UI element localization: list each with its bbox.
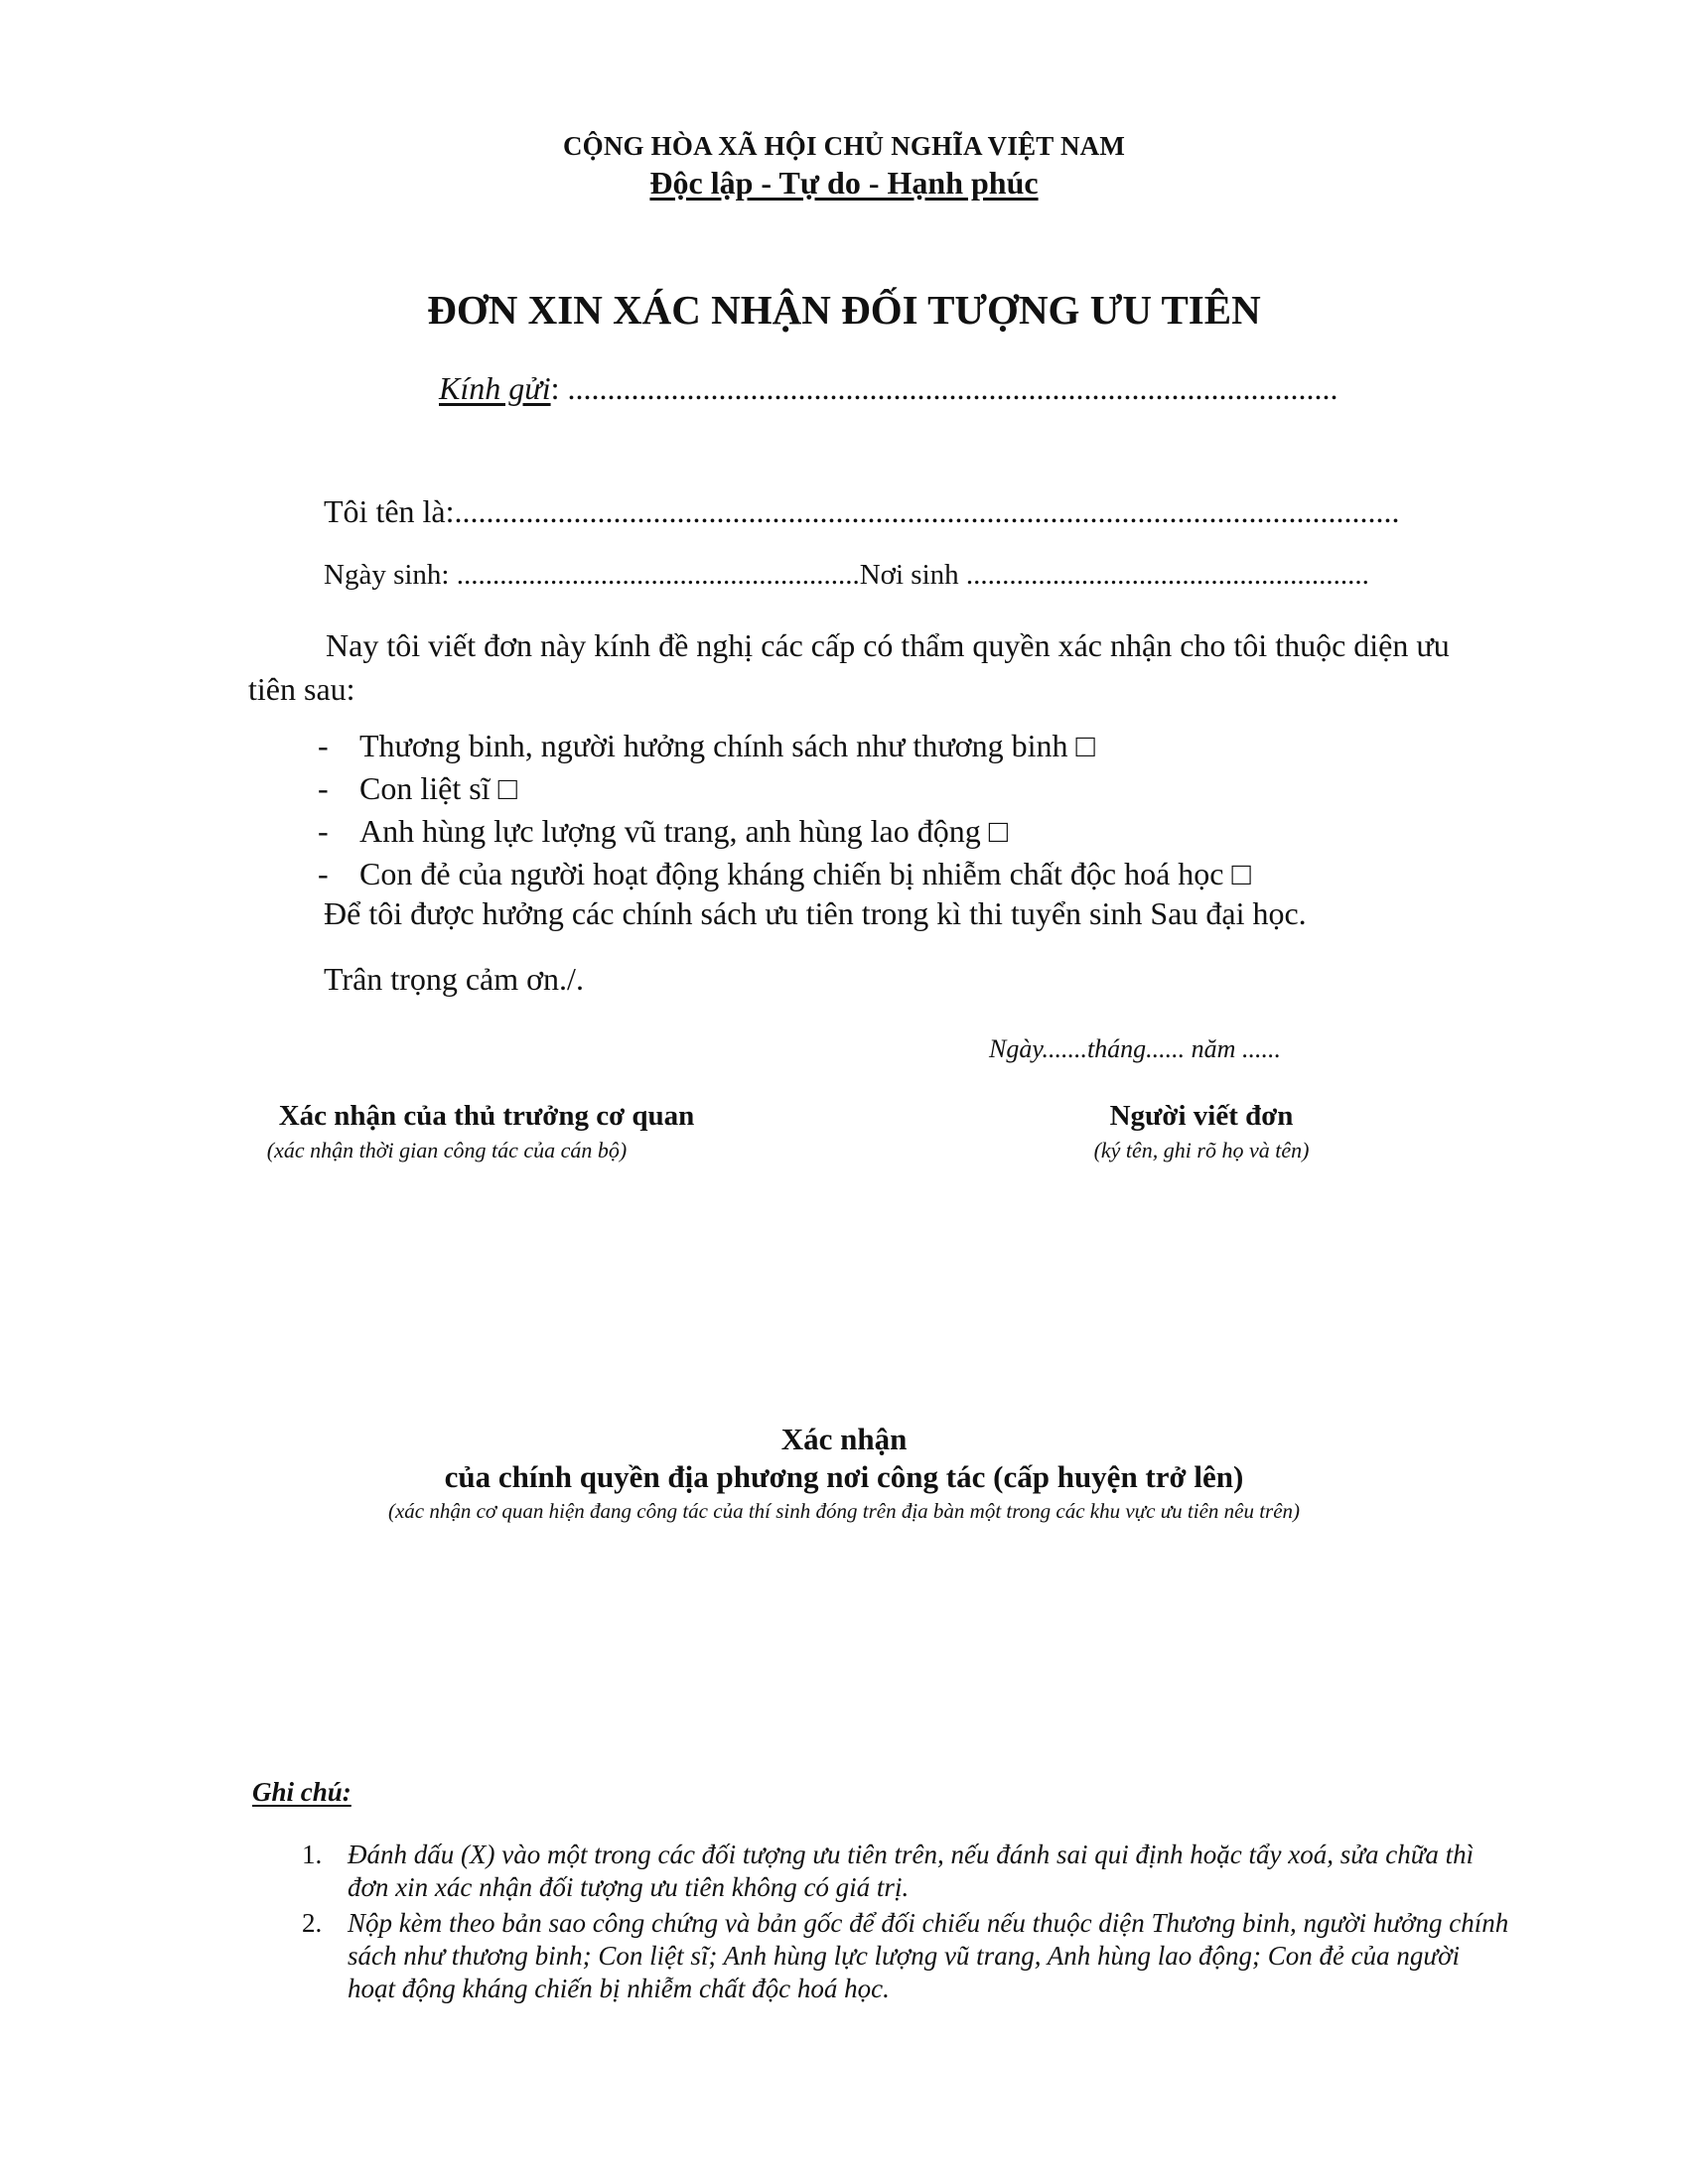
note-item: 2. Nộp kèm theo bản sao công chứng và bản gốc để đối chiếu nếu thuộc diện Thương binh, người hưởng chính sách như thương binh; Con liệt sĩ; Anh hùng lực lượng vũ trang, Anh hùng lao động; Con đẻ của người hoạt động kháng chiến bị nhiễm chất độc hoá học. bbox=[302, 1908, 1509, 2003]
purpose-line: Để tôi được hưởng các chính sách ưu tiên trong kì thi tuyển sinh Sau đại học. bbox=[324, 895, 1307, 931]
notes-heading: Ghi chú: bbox=[252, 1777, 352, 1807]
option-text: Anh hùng lực lượng vũ trang, anh hùng lao động □ bbox=[359, 813, 1009, 849]
document-title: ĐƠN XIN XÁC NHẬN ĐỐI TƯỢNG ƯU TIÊN bbox=[427, 287, 1261, 333]
local-confirm-title: Xác nhận bbox=[780, 1422, 908, 1456]
motto-text: Độc lập - Tự do - Hạnh phúc bbox=[649, 165, 1039, 201]
note-text: Đánh dấu (X) vào một trong các đối tượng ưu tiên trên, nếu đánh sai qui định hoặc tẩy xoá, sửa chữa thì đơn xin xác nhận đối tượng ưu tiên không có giá trị. bbox=[348, 1840, 1475, 1902]
recipient-line bbox=[439, 370, 1337, 407]
recipient-label: Kính gửi bbox=[439, 370, 551, 406]
applicant-signature-title: Người viết đơn bbox=[1109, 1100, 1294, 1132]
dob-field: Ngày sinh: ........................................................ bbox=[324, 559, 860, 591]
agency-signature-note: (xác nhận thời gian công tác của cán bộ) bbox=[266, 1138, 628, 1162]
local-confirm-note: (xác nhận cơ quan hiện đang công tác của thí sinh đóng trên địa bàn một trong các khu vực ưu tiên nêu trên) bbox=[387, 1499, 1301, 1523]
recipient-blank: : ................................................................................................. bbox=[550, 370, 1338, 406]
notes-list bbox=[302, 1839, 1513, 2005]
option-item: - Anh hùng lực lượng vũ trang, anh hùng lao động □ bbox=[318, 813, 1009, 849]
applicant-signature-note: (ký tên, ghi rõ họ và tên) bbox=[1093, 1138, 1310, 1162]
option-item: - Con liệt sĩ □ bbox=[318, 770, 517, 806]
request-paragraph: Nay tôi viết đơn này kính đề nghị các cấp có thẩm quyền xác nhận cho tôi thuộc diện ưu tiên sau: bbox=[248, 627, 1450, 707]
option-item: - Con đẻ của người hoạt động kháng chiến bị nhiễm chất độc hoá học □ bbox=[318, 856, 1251, 891]
option-text: Con liệt sĩ □ bbox=[359, 770, 517, 806]
name-field: Tôi tên là:....................................................................................................................... bbox=[324, 493, 1400, 529]
birthplace-field: Nơi sinh ........................................................ bbox=[859, 559, 1369, 591]
thanks-line: Trân trọng cảm ơn./. bbox=[324, 961, 584, 997]
agency-signature-title: Xác nhận của thủ trưởng cơ quan bbox=[278, 1100, 695, 1132]
option-text: Thương binh, người hưởng chính sách như thương binh □ bbox=[359, 728, 1095, 763]
option-item: - Thương binh, người hưởng chính sách như thương binh □ bbox=[318, 728, 1095, 763]
national-header: CỘNG HÒA XÃ HỘI CHỦ NGHĨA VIỆT NAM bbox=[562, 131, 1126, 161]
option-text: Con đẻ của người hoạt động kháng chiến bị nhiễm chất độc hoá học □ bbox=[359, 856, 1251, 891]
note-item: 1. Đánh dấu (X) vào một trong các đối tượng ưu tiên trên, nếu đánh sai qui định hoặc tẩy xoá, sửa chữa thì đơn xin xác nhận đối tượng ưu tiên không có giá trị. bbox=[302, 1840, 1475, 1902]
priority-options bbox=[318, 725, 1251, 895]
national-motto bbox=[0, 165, 1688, 202]
local-confirm-subtitle: của chính quyền địa phương nơi công tác (cấp huyện trở lên) bbox=[444, 1459, 1244, 1494]
note-text: Nộp kèm theo bản sao công chứng và bản gốc để đối chiếu nếu thuộc diện Thương binh, người hưởng chính sách như thương binh; Con liệt sĩ; Anh hùng lực lượng vũ trang, Anh hùng lao động; Con đẻ của người hoạt động kháng chiến bị nhiễm chất độc hoá học. bbox=[348, 1908, 1509, 2003]
birth-info-line bbox=[324, 559, 1369, 592]
date-line: Ngày.......tháng...... năm ...... bbox=[989, 1034, 1281, 1063]
